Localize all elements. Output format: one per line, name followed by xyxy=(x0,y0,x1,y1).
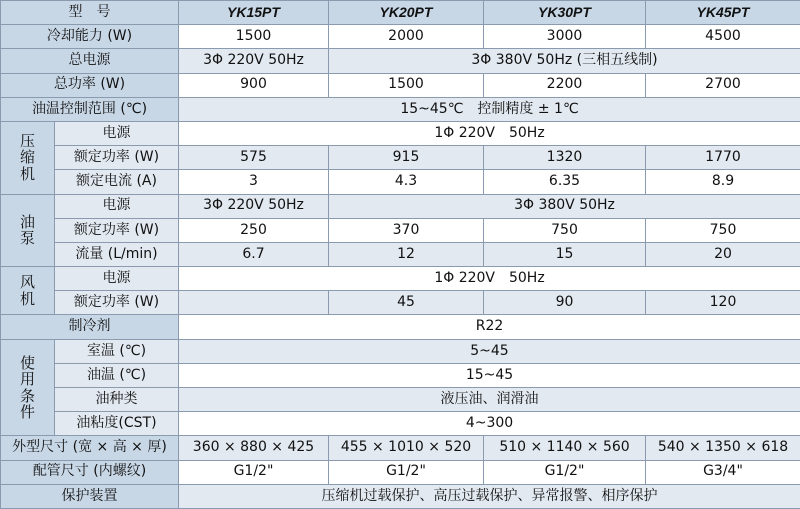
fan-power-source-value: 1Φ 220V 50Hz xyxy=(179,267,800,291)
total-power-label: 总功率 (W) xyxy=(1,73,179,97)
oil-temp-range-value: 15~45℃ 控制精度 ± 1℃ xyxy=(179,97,800,121)
oil-pump-rated-power-value: 750 xyxy=(484,218,646,242)
compressor-rated-power-value: 915 xyxy=(329,146,484,170)
oil-pump-flow-value: 6.7 xyxy=(179,242,329,266)
compressor-power-source-value: 1Φ 220V 50Hz xyxy=(179,121,800,145)
compressor-rated-current-value: 6.35 xyxy=(484,170,646,194)
oil-pump-flow-value: 15 xyxy=(484,242,646,266)
oil-type-label: 油种类 xyxy=(55,388,179,412)
oil-pump-rated-power-value: 250 xyxy=(179,218,329,242)
pipe-size-value: G1/2" xyxy=(484,460,646,484)
oil-pump-flow-value: 12 xyxy=(329,242,484,266)
table-row xyxy=(1,121,800,145)
table-row xyxy=(1,170,800,194)
power-supply-label: 总电源 xyxy=(1,49,179,73)
compressor-rated-power-value: 575 xyxy=(179,146,329,170)
table-row xyxy=(1,339,800,363)
compressor-rated-power-value: 1320 xyxy=(484,146,646,170)
table-row xyxy=(1,460,800,484)
compressor-rated-current-value: 3 xyxy=(179,170,329,194)
cooling-capacity-value: 4500 xyxy=(646,25,800,49)
protection-label: 保护装置 xyxy=(1,484,179,508)
header-row xyxy=(1,1,800,25)
pipe-size-value: G1/2" xyxy=(329,460,484,484)
pipe-size-value: G1/2" xyxy=(179,460,329,484)
fan-rated-power-empty xyxy=(179,291,329,315)
total-power-value: 2700 xyxy=(646,73,800,97)
model-name: YK45PT xyxy=(646,1,800,25)
oil-temp-range-label: 油温控制范围 (℃) xyxy=(1,97,179,121)
cooling-capacity-value: 2000 xyxy=(329,25,484,49)
oil-pump-power-source-label: 电源 xyxy=(55,194,179,218)
refrigerant-label: 制冷剂 xyxy=(1,315,179,339)
dimensions-value: 360 × 880 × 425 xyxy=(179,436,329,460)
compressor-rated-power-value: 1770 xyxy=(646,146,800,170)
table-row xyxy=(1,218,800,242)
table-row xyxy=(1,412,800,436)
fan-rated-power-value: 120 xyxy=(646,291,800,315)
table-row xyxy=(1,436,800,460)
model-name: YK20PT xyxy=(329,1,484,25)
total-power-value: 2200 xyxy=(484,73,646,97)
fan-rated-power-value: 90 xyxy=(484,291,646,315)
table-row xyxy=(1,363,800,387)
compressor-group-label: 压缩机 xyxy=(1,121,55,194)
dimensions-value: 455 × 1010 × 520 xyxy=(329,436,484,460)
model-name: YK30PT xyxy=(484,1,646,25)
oil-pump-flow-label: 流量 (L/min) xyxy=(55,242,179,266)
conditions-group-label: 使用条件 xyxy=(1,339,55,436)
oil-temp-label: 油温 (℃) xyxy=(55,363,179,387)
table-row xyxy=(1,49,800,73)
oil-viscosity-value: 4~300 xyxy=(179,412,800,436)
model-name: YK15PT xyxy=(179,1,329,25)
oil-type-value: 液压油、润滑油 xyxy=(179,388,800,412)
room-temp-value: 5~45 xyxy=(179,339,800,363)
table-row xyxy=(1,484,800,508)
oil-viscosity-label: 油粘度(CST) xyxy=(55,412,179,436)
dimensions-label: 外型尺寸 (宽 × 高 × 厚) xyxy=(1,436,179,460)
table-row xyxy=(1,194,800,218)
pipe-size-value: G3/4" xyxy=(646,460,800,484)
oil-pump-rated-power-value: 370 xyxy=(329,218,484,242)
power-supply-value: 3Φ 220V 50Hz xyxy=(179,49,329,73)
oil-pump-rated-power-value: 750 xyxy=(646,218,800,242)
table-row xyxy=(1,291,800,315)
table-row xyxy=(1,146,800,170)
oil-pump-power-source-value: 3Φ 380V 50Hz xyxy=(329,194,800,218)
oil-pump-power-source-value: 3Φ 220V 50Hz xyxy=(179,194,329,218)
dimensions-value: 510 × 1140 × 560 xyxy=(484,436,646,460)
refrigerant-value: R22 xyxy=(179,315,800,339)
compressor-power-source-label: 电源 xyxy=(55,121,179,145)
total-power-value: 1500 xyxy=(329,73,484,97)
table-row xyxy=(1,242,800,266)
fan-rated-power-label: 额定功率 (W) xyxy=(55,291,179,315)
compressor-rated-current-value: 4.3 xyxy=(329,170,484,194)
oil-pump-group-label: 油泵 xyxy=(1,194,55,267)
table-row xyxy=(1,73,800,97)
protection-value: 压缩机过载保护、高压过载保护、异常报警、相序保护 xyxy=(179,484,800,508)
fan-power-source-label: 电源 xyxy=(55,267,179,291)
table-row xyxy=(1,315,800,339)
table-row xyxy=(1,267,800,291)
fan-rated-power-value: 45 xyxy=(329,291,484,315)
power-supply-value: 3Φ 380V 50Hz (三相五线制) xyxy=(329,49,800,73)
oil-pump-flow-value: 20 xyxy=(646,242,800,266)
pipe-size-label: 配管尺寸 (内螺纹) xyxy=(1,460,179,484)
cooling-capacity-value: 1500 xyxy=(179,25,329,49)
table-row xyxy=(1,97,800,121)
model-label: 型 号 xyxy=(1,1,179,25)
compressor-rated-current-label: 额定电流 (A) xyxy=(55,170,179,194)
table-row xyxy=(1,388,800,412)
compressor-rated-current-value: 8.9 xyxy=(646,170,800,194)
room-temp-label: 室温 (℃) xyxy=(55,339,179,363)
dimensions-value: 540 × 1350 × 618 xyxy=(646,436,800,460)
compressor-rated-power-label: 额定功率 (W) xyxy=(55,146,179,170)
total-power-value: 900 xyxy=(179,73,329,97)
table-row xyxy=(1,25,800,49)
fan-group-label: 风机 xyxy=(1,267,55,315)
cooling-capacity-value: 3000 xyxy=(484,25,646,49)
cooling-capacity-label: 冷却能力 (W) xyxy=(1,25,179,49)
oil-temp-value: 15~45 xyxy=(179,363,800,387)
oil-pump-rated-power-label: 额定功率 (W) xyxy=(55,218,179,242)
